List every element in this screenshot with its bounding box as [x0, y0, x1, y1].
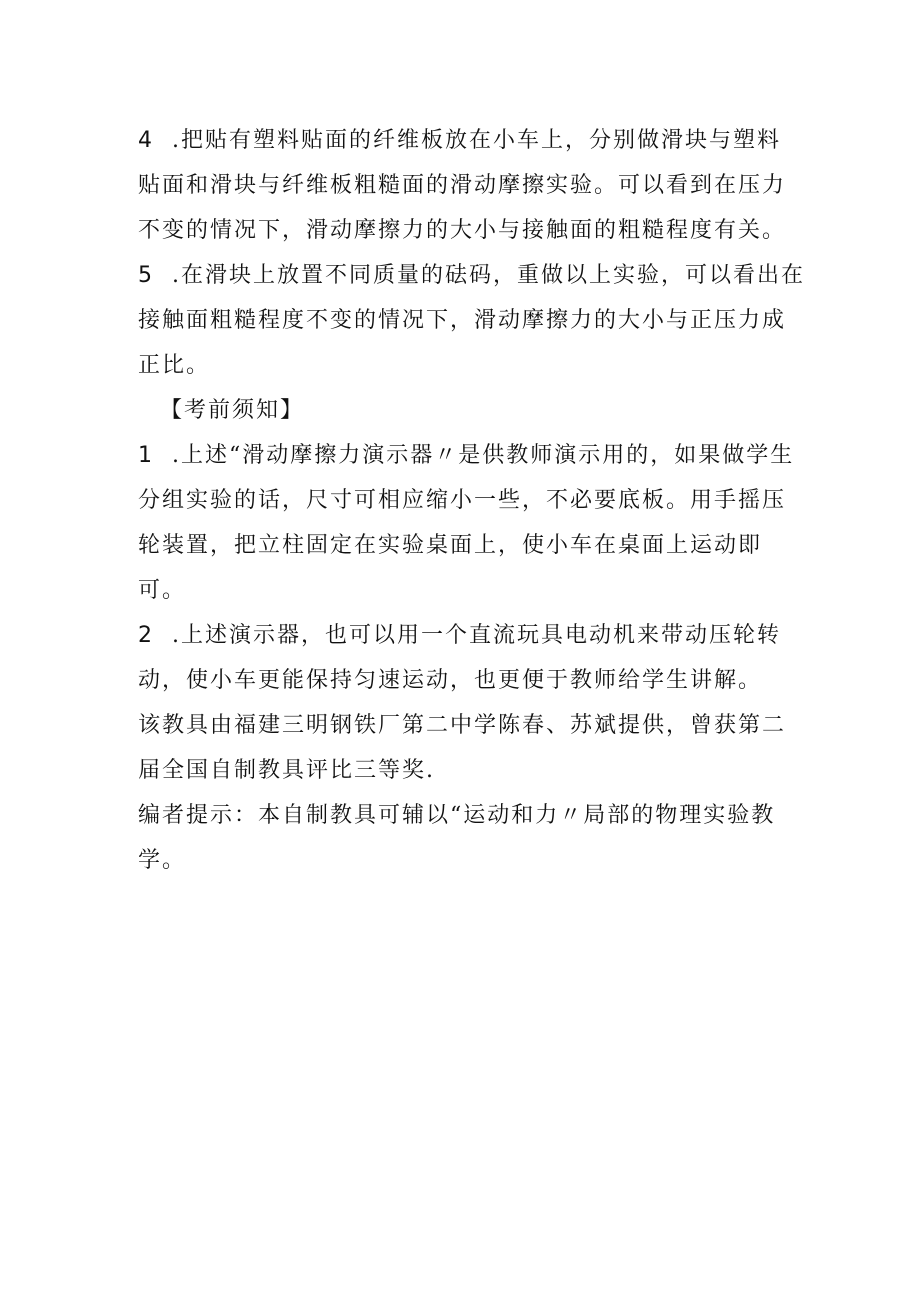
credit-line-2: 届全国自制教具评比三等奖.	[138, 758, 435, 783]
note-1-line-3: 轮装置，把立柱固定在实验桌面上，使小车在桌面上运动即	[138, 533, 763, 558]
note-text: .上述“滑动摩擦力演示器〃是供教师演示用的，如果做学生	[172, 443, 795, 468]
item-4-line-2: 贴面和滑块与纤维板粗糙面的滑动摩擦实验。可以看到在压力	[138, 173, 787, 198]
note-text: .上述演示器，也可以用一个直流玩具电动机来带动压轮转	[172, 623, 781, 648]
editor-note-line-1: 编者提示：本自制教具可辅以“运动和力〃局部的物理实验教	[138, 803, 776, 828]
item-5-line-1	[138, 253, 805, 298]
body-text	[138, 118, 805, 883]
note-number: 2	[138, 623, 152, 648]
note-2-line-2: 动，使小车更能保持匀速运动，也更便于教师给学生讲解。	[138, 668, 763, 693]
credit-line-1: 该教具由福建三明钢铁厂第二中学陈春、苏斌提供，曾获第二	[138, 713, 787, 738]
item-5-line-3: 正比。	[138, 353, 211, 378]
item-number: 4	[138, 128, 152, 153]
note-2-line-1	[138, 613, 798, 658]
item-4-line-1	[138, 118, 798, 163]
item-4-line-3: 不变的情况下，滑动摩擦力的大小与接触面的粗糙程度有关。	[138, 218, 787, 243]
note-number: 1	[138, 443, 152, 468]
note-1-line-4: 可。	[138, 578, 187, 603]
section-heading: 【考前须知】	[160, 398, 305, 423]
note-1-line-2: 分组实验的话，尺寸可相应缩小一些，不必要底板。用手摇压	[138, 488, 787, 513]
item-5-line-2: 接触面粗糙程度不变的情况下，滑动摩擦力的大小与正压力成	[138, 308, 787, 333]
editor-note-line-2: 学。	[138, 848, 187, 873]
item-number: 5	[138, 263, 152, 288]
note-1-line-1	[138, 433, 798, 478]
item-text: .在滑块上放置不同质量的砝码，重做以上实验，可以看出在	[172, 263, 805, 288]
item-text: .把贴有塑料贴面的纤维板放在小车上，分别做滑块与塑料	[172, 128, 781, 153]
